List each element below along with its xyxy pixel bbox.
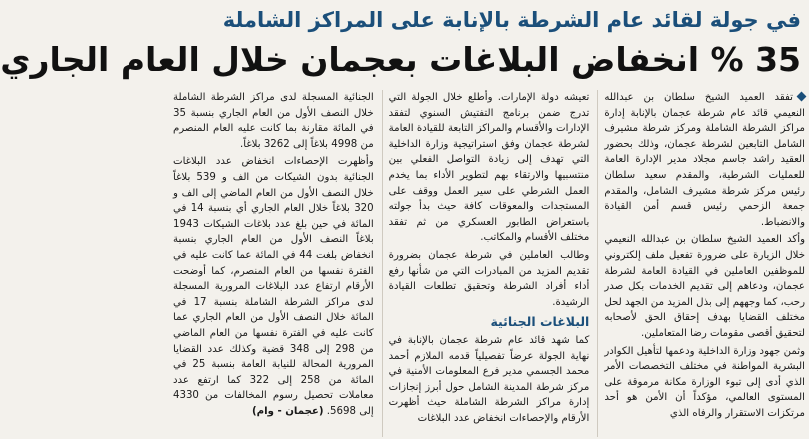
column-middle — [382, 90, 590, 437]
column-right — [597, 90, 805, 437]
paragraph: وطالب العاملين في شرطة عجمان بضرورة تقديم المزيد من المبادرات التي من شأنها رفع أداء أفراد الشرطة وتحقيق تطلعات القيادة الرشيدة. — [388, 249, 590, 308]
paragraph: وثمن جهود وزارة الداخلية ودعمها لتأهيل الكوادر البشرية المواطنة في مختلف التخصصات الأمر الذي أدى إلى تبوء الوزارة مكانة مرموقة على المستوى العالمي، مؤكداً أن الأمن هو أحد مرتكزات الاستقرار والرفاه الذي — [604, 345, 805, 419]
bullet-icon — [797, 92, 807, 102]
article-columns — [173, 90, 805, 437]
paragraph — [173, 154, 374, 419]
article-kicker: في جولة لقائد عام الشرطة بالإنابة على المراكز الشاملة — [222, 8, 801, 32]
article-headline: 35 % انخفاض البلاغات بعجمان خلال العام الجاري — [0, 40, 801, 79]
section-subheading: البلاغات الجنائية — [490, 314, 590, 330]
column-left — [173, 90, 374, 437]
paragraph: الجنائية المسجلة لدى مراكز الشرطة الشاملة خلال النصف الأول من العام الجاري بنسبة 35 في المائة مقارنة بما كانت عليه العام المنصرم من 4998 بلاغاً إلى 3262 بلاغاً. — [172, 92, 374, 150]
paragraph: تعيشه دولة الإمارات. وأطلع خلال الجولة التي تدرج ضمن برنامج التفتيش السنوي لتفقد الإدارات والأقسام والمراكز التابعة للقيادة العامة لشرطة عجمان وفق استراتيجية وزارة الداخلية التي تهدف إلى زيادة التواصل الفعلي بين منتسبيها والارتقاء بهم لتطوير الأداء بما يخدم العمل الشرطي على سير العمل ووقف على المستجدات والمعوقات كافة حيث بدأ جولته باستعراض الطابور العسكري من ثم تفقد مختلف الأقسام والمكاتب. — [388, 92, 590, 244]
paragraph — [604, 90, 805, 230]
paragraph: كما شهد قائد عام شرطة عجمان بالإنابة في نهاية الجولة عرضاً تفصيلياً قدمه الملازم أحمد محمد الجسمي مدير فرع المعلومات الأمنية في مركز شرطة المدينة الشامل حول أبرز إنجازات إدارة مراكز الشرطة الشاملة حيث أظهرت الأرقام والإحصاءات انخفاض عدد البلاغات — [388, 334, 590, 424]
paragraph: وأكد العميد الشيخ سلطان بن عبدالله النعيمي خلال الزيارة على ضرورة تفعيل ملف إلكتروني للموظفين العاملين في القيادة العامة لشرطة عجمان، ودعاهم إلى تقديم الخدمات بكل صدر رحب، كما وجههم إلى بذل المزيد من الجهد لحل مختلف القضايا بهدف إحقاق الحق لأصحابه لتحقيق أقصى مقومات رضا المتعاملين. — [604, 234, 805, 339]
paragraph-text: وأظهرت الإحصاءات انخفاض عدد البلاغات الجنائية بدون الشيكات من الف و 539 بلاغاً خلال النصف الأول من العام الماضي إلى الف و 320 بلاغاً خلال العام الجاري أي بنسبة 14 في المائة في حين بلغ عدد بلاغات الشيكات 1943 بلاغاً النصف الأول من العام الجاري بنسبة انخفاض بلغت 44 في المائة عما كانت عليه في الفترة نفسها من العام المنصرم، كما أوضحت الأرقام ارتفاع عدد البلاغات المرورية المسجلة لدى مراكز الشرطة الشاملة بنسبة 17 في المائة خلال النصف الأول من العام الجاري عما كانت عليه في الفترة نفسها من العام الماضي من 298 إلى 348 قضية وكذلك عدد القضايا المرورية المحالة للنيابة العامة بنسبة 25 في المائة من 258 إلى 322 كما ارتفع عدد معاملات تحصيل رسوم المخالفات من 4330 إلى 5698. — [172, 156, 374, 417]
article-signoff: (عجمان - وام) — [251, 405, 324, 417]
paragraph-text: تفقد العميد الشيخ سلطان بن عبدالله النعيمي قائد عام شرطة عجمان بالإنابة إدارة مراكز الشرطة الشاملة ومركز شرطة مشيرف الشامل التابعين لشرطة عجمان، وذلك بحضور العقيد راشد جاسم مجلاد مدير الإدارة العامة للعمليات الشرطية، والمقدم سعيد سلطان رئيس مركز شرطة مشيرف الشامل، والمقدم جمعة الزحمي رئيس قسم أمن القيادة والانضباط. — [604, 92, 805, 228]
